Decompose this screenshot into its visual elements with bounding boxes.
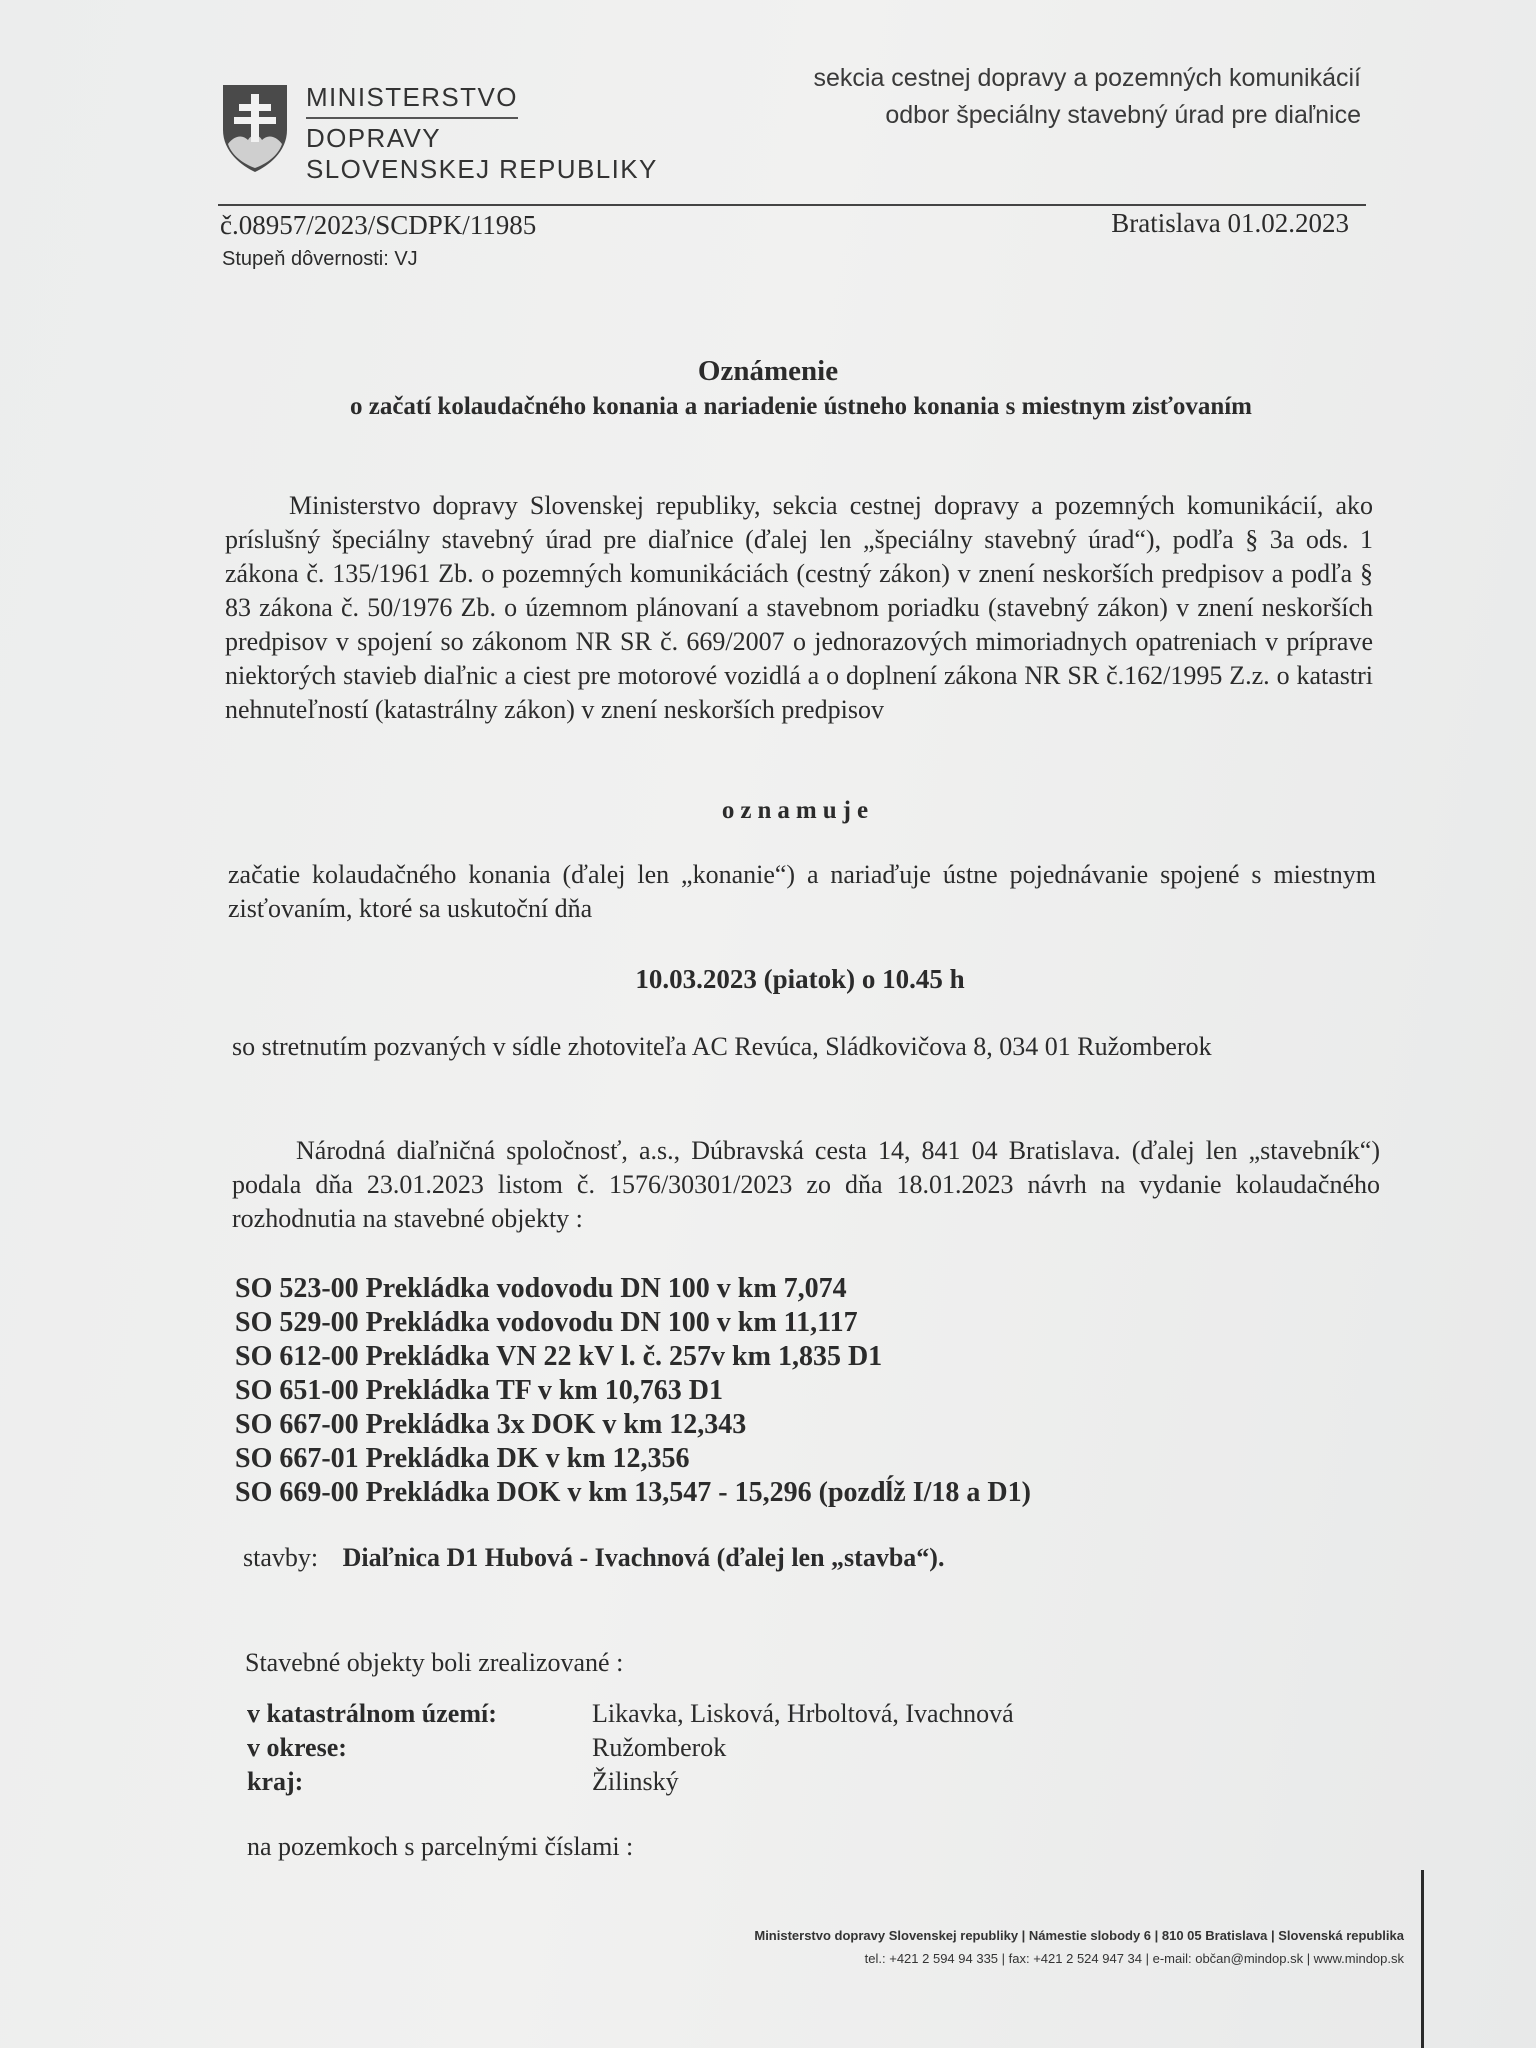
meeting-place: so stretnutím pozvaných v sídle zhotoviteľa AC Revúca, Sládkovičova 8, 034 01 Ružomberok	[232, 1032, 1212, 1061]
list-item: SO 667-00 Prekládka 3x DOK v km 12,343	[235, 1409, 747, 1440]
ministry-logo	[220, 82, 658, 185]
letter-footer	[754, 1924, 1404, 1970]
cadastral-value: Likavka, Lisková, Hrboltová, Ivachnová	[592, 1699, 1014, 1728]
header-divider	[218, 204, 1366, 206]
location-table	[247, 1697, 1014, 1799]
department-name: odbor špeciálny stavebný úrad pre diaľnice	[885, 101, 1361, 129]
cadastral-label: v katastrálnom území:	[247, 1699, 497, 1728]
coat-of-arms-icon	[220, 82, 290, 174]
footer-address: Ministerstvo dopravy Slovenskej republiky | Námestie slobody 6 | 810 05 Bratislava | Slovenská republika	[754, 1928, 1404, 1943]
applicant-paragraph: Národná diaľničná spoločnosť, a.s., Dúbravská cesta 14, 841 04 Bratislava. (ďalej len „stavebník“) podala dňa 23.01.2023 listom č. 1576/30301/2023 zo dňa 18.01.2023 návrh na vydanie kolaudačného rozhodnutia na stavebné objekty :	[232, 1136, 1380, 1233]
meeting-datetime: 10.03.2023 (piatok) o 10.45 h	[635, 964, 965, 994]
list-item: SO 667-01 Prekládka DK v km 12,356	[235, 1443, 690, 1474]
list-item: SO 669-00 Prekládka DOK v km 13,547 - 15,296 (pozdĺž I/18 a D1)	[235, 1477, 1031, 1508]
reference-number: č.08957/2023/SCDPK/11985	[220, 210, 537, 240]
location-row	[247, 1697, 1014, 1731]
announces-heading: oznamuje	[721, 797, 875, 824]
section-name: sekcia cestnej dopravy a pozemných komunikácií	[813, 64, 1361, 92]
region-label: kraj:	[247, 1767, 304, 1796]
document-subtitle: o začatí kolaudačného konania a nariadenie ústneho konania s miestnym zisťovaním	[349, 393, 1253, 420]
list-item: SO 529-00 Prekládka vodovodu DN 100 v km 11,117	[235, 1307, 858, 1338]
logo-ministry-line: MINISTERSTVO	[306, 82, 518, 119]
location-row	[247, 1731, 1014, 1765]
logo-transport-line: DOPRAVY	[306, 123, 442, 153]
list-item: SO 612-00 Prekládka VN 22 kV l. č. 257v km 1,835 D1	[235, 1341, 883, 1372]
department-header	[814, 60, 1362, 134]
construction-label: stavby:	[243, 1543, 319, 1572]
construction-name: Diaľnica D1 Hubová - Ivachnová (ďalej len „stavba“).	[342, 1543, 945, 1572]
location-row	[247, 1765, 1014, 1799]
realized-intro: Stavebné objekty boli zrealizované :	[245, 1648, 624, 1677]
district-label: v okrese:	[247, 1733, 347, 1762]
list-item: SO 651-00 Prekládka TF v km 10,763 D1	[235, 1375, 723, 1406]
intro-paragraph: Ministerstvo dopravy Slovenskej republiky, sekcia cestnej dopravy a pozemných komunikácií, ako príslušný špeciálny stavebný úrad pre diaľnice (ďalej len „špeciálny stavebný úrad“), podľa § 3a ods. 1 zákona č. 135/1961 Zb. o pozemných komunikáciách (cestný zákon) v znení neskorších predpisov a podľa § 83 zákona č. 50/1976 Zb. o územnom plánovaní a stavebnom poriadku (stavebný zákon) v znení neskorších predpisov v spojení so zákonom NR SR č. 669/2007 o jednorazových mimoriadnych opatreniach v príprave niektorých stavieb diaľnic a ciest pre motorové vozidlá a o doplnení zákona NR SR č.162/1995 Z.z. o katastri nehnuteľností (katastrálny zákon) v znení neskorších predpisov	[225, 491, 1373, 724]
region-value: Žilinský	[592, 1767, 679, 1796]
paper-edge-shadow	[1421, 1870, 1424, 2048]
place-date: Bratislava 01.02.2023	[1111, 208, 1349, 238]
construction-line	[243, 1543, 944, 1573]
list-item: SO 523-00 Prekládka vodovodu DN 100 v km 7,074	[235, 1273, 847, 1304]
confidentiality-level: Stupeň dôvernosti: VJ	[222, 248, 418, 270]
district-value: Ružomberok	[592, 1733, 727, 1762]
footer-contacts: tel.: +421 2 594 94 335 | fax: +421 2 524 947 34 | e-mail: občan@mindop.sk | www.mindop.sk	[864, 1951, 1404, 1966]
parcels-intro: na pozemkoch s parcelnými číslami :	[247, 1832, 634, 1861]
construction-objects-list	[235, 1272, 1031, 1510]
start-paragraph: začatie kolaudačného konania (ďalej len „konanie“) a nariaďuje ústne pojednávanie spojené s miestnym zisťovaním, ktoré sa uskutoční dňa	[228, 860, 1376, 923]
document-title: Oznámenie	[697, 355, 839, 387]
logo-republic-line: SLOVENSKEJ REPUBLIKY	[306, 154, 658, 184]
